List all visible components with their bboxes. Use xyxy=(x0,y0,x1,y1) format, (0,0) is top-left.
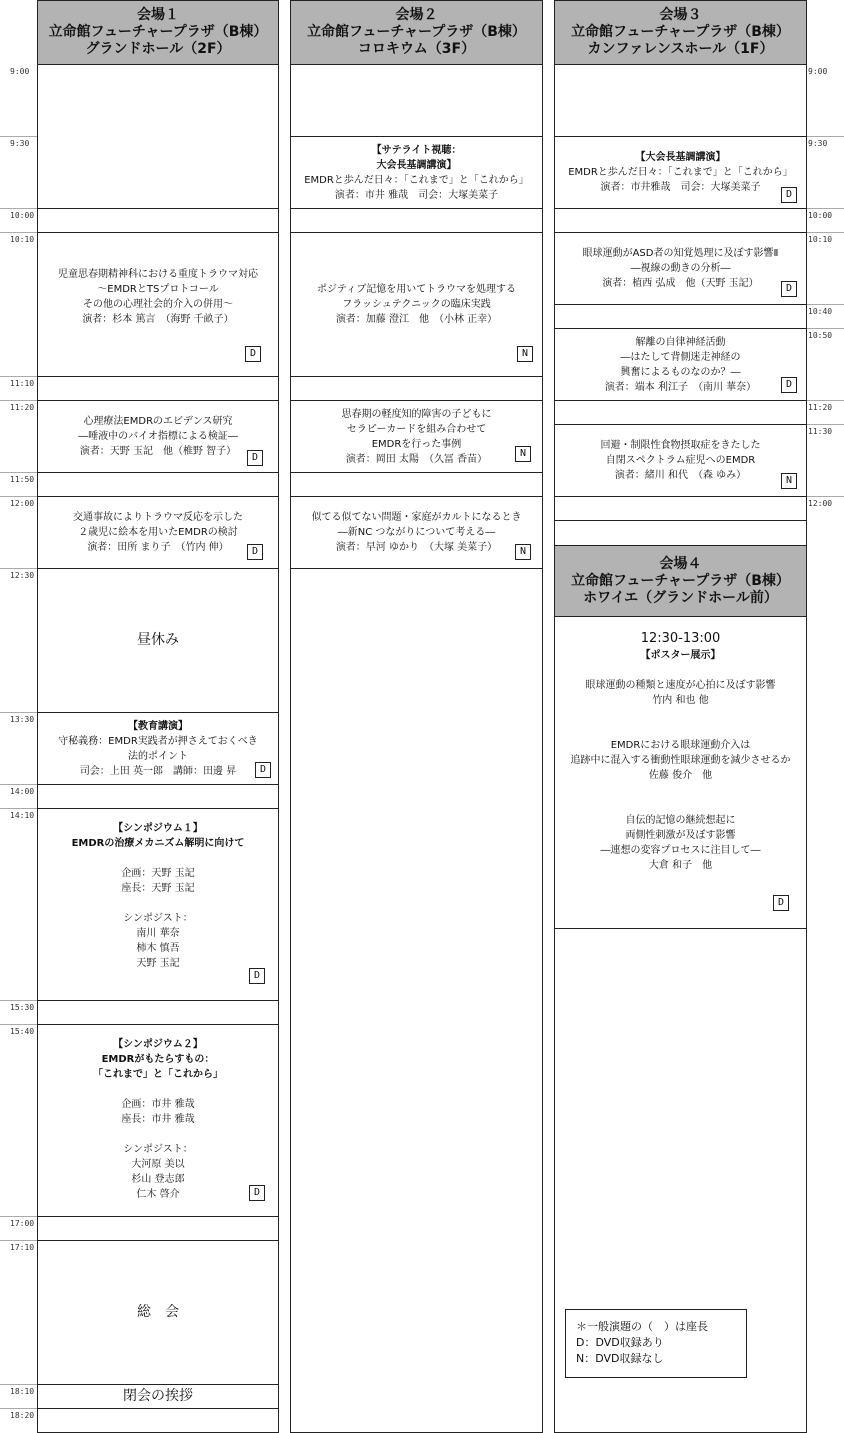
session-title: その他の心理社会的介入の併用～ xyxy=(83,298,233,310)
hall2-name: 会場２ xyxy=(395,7,438,23)
symposist: 柿木 慎吾 xyxy=(136,943,180,954)
hall1-session-evidence xyxy=(37,401,279,472)
time-label: 12:30 xyxy=(10,571,35,580)
hall2-room: コロキウム（3F） xyxy=(357,41,476,57)
dvd-badge: D xyxy=(781,281,797,297)
dvd-badge: D xyxy=(247,544,263,560)
dvd-badge: D xyxy=(249,1185,265,1201)
session-title: 似てる似てない問題・家庭がカルトになるとき xyxy=(311,512,522,523)
no-dvd-badge: N xyxy=(515,446,531,462)
time-label: 11:30 xyxy=(808,427,833,436)
symposium-chair: 座長：天野 玉記 xyxy=(121,883,195,894)
session-title: ―新NC つながりについて考える― xyxy=(337,527,496,538)
poster-title: ―連想の変容プロセスに注目して― xyxy=(600,845,761,856)
hall2-session-cult xyxy=(290,497,543,568)
general-meeting-label: 総 会 xyxy=(137,1304,179,1320)
session-title: EMDRを行った事例 xyxy=(371,438,462,450)
time-label: 10:00 xyxy=(10,211,35,220)
session-presenter: 演者：市井 雅哉 司会：大塚美菜子 xyxy=(334,189,499,201)
hall2-session-flash xyxy=(290,233,543,376)
hall1-general-meeting xyxy=(37,1241,279,1384)
time-label: 13:30 xyxy=(10,715,35,724)
symposium-title: EMDRがもたらすもの： xyxy=(101,1054,215,1065)
session-presenter: 演者：緒川 和代 （森 ゆみ） xyxy=(614,470,747,481)
session-presenter: 司会：上田 英一郎 講師：田邊 昇 xyxy=(79,765,237,777)
symposium-label: 【シンポジウム１】 xyxy=(113,823,203,834)
session-title: ２歳児に絵本を用いたEMDRの検討 xyxy=(78,527,238,538)
legend-box xyxy=(565,1309,747,1378)
hall3-session-arfid xyxy=(554,425,807,496)
session-presenter: 演者：市井雅哉 司会：大塚美菜子 xyxy=(600,182,761,193)
poster-title: 両側性刺激が及ぼす影響 xyxy=(625,830,736,841)
hall3-session-keynote xyxy=(554,137,807,208)
symposium-title: 「これまで」と「これから」 xyxy=(93,1069,223,1080)
time-label: 9:30 xyxy=(10,139,30,148)
symposium-panel-label: シンポジスト： xyxy=(123,913,193,924)
symposium-planner: 企画：天野 玉記 xyxy=(121,868,195,879)
no-dvd-badge: N xyxy=(781,473,797,489)
time-label: 9:00 xyxy=(10,67,30,76)
session-presenter: 演者：早河 ゆかり （大塚 美菜子） xyxy=(335,542,498,553)
legend-dvd-no: N：DVD収録なし xyxy=(576,1352,664,1365)
hall3-header xyxy=(554,0,807,65)
time-label: 12:00 xyxy=(10,499,35,508)
time-label: 14:00 xyxy=(10,787,35,796)
time-label: 11:20 xyxy=(808,403,833,412)
poster-category: 【ポスター展示】 xyxy=(640,650,721,661)
time-label: 18:10 xyxy=(10,1387,35,1396)
poster-title: 眼球運動の種類と速度が心拍に及ぼす影響 xyxy=(585,680,776,691)
session-title: ―唾液中のバイオ指標による検証― xyxy=(78,431,238,442)
poster-title: EMDRにおける眼球運動介入は xyxy=(610,740,751,751)
closing-label: 閉会の挨拶 xyxy=(123,1388,193,1404)
hall1-symposium-2 xyxy=(37,1025,279,1216)
hall3-session-asd xyxy=(554,233,807,304)
session-title: 眼球運動がASD者の知覚処理に及ぼす影響Ⅱ xyxy=(582,248,779,259)
session-presenter: 演者：杉本 篤言 （海野 千畝子） xyxy=(82,313,234,325)
time-label: 15:30 xyxy=(10,1003,35,1012)
session-presenter: 演者：天野 玉記 他（椎野 智子） xyxy=(79,446,237,457)
time-label: 10:40 xyxy=(808,307,833,316)
session-title: EMDRと歩んだ日々：「これまで」と「これから」 xyxy=(568,167,793,178)
hall1-header xyxy=(37,0,279,65)
hall2-column xyxy=(290,0,543,1433)
session-category: 大会長基調講演】 xyxy=(376,159,457,171)
hall2-session-therapy-card xyxy=(290,401,543,472)
session-title: ～EMDRとTSプロトコール xyxy=(97,283,219,295)
time-label: 11:10 xyxy=(10,379,35,388)
session-title: ポジティブ記憶を用いてトラウマを処理する xyxy=(317,284,516,295)
hall4-name: 会場４ xyxy=(659,555,702,572)
session-title: 交通事故によりトラウマ反応を示した xyxy=(73,512,243,523)
time-label: 12:00 xyxy=(808,499,833,508)
symposium-panel-label: シンポジスト： xyxy=(123,1144,193,1155)
time-label: 15:40 xyxy=(10,1027,35,1036)
dvd-badge: D xyxy=(247,450,263,466)
hall4-poster-session xyxy=(554,618,807,928)
session-category: 【サテライト視聴： xyxy=(371,144,462,156)
time-label: 11:20 xyxy=(10,403,35,412)
session-title: セラピーカードを組み合わせて xyxy=(346,423,487,435)
session-category: 【大会長基調講演】 xyxy=(635,152,726,163)
dvd-badge: D xyxy=(781,377,797,393)
time-label: 10:10 xyxy=(808,235,833,244)
hall4-header xyxy=(554,545,807,617)
symposist: 杉山 登志郎 xyxy=(131,1174,185,1185)
poster-title: 追跡中に混入する衝動性眼球運動を減少させるか xyxy=(570,755,791,766)
session-title: 解離の自律神経活動 xyxy=(635,336,726,348)
session-presenter: 演者：植西 弘成 他（天野 玉記） xyxy=(602,278,759,289)
session-title: EMDRと歩んだ日々：「これまで」と「これから」 xyxy=(304,174,529,186)
time-label: 17:00 xyxy=(10,1219,35,1228)
hall1-lunch-break xyxy=(37,569,279,712)
hall2-building: 立命館フューチャープラザ（B棟） xyxy=(307,24,526,40)
dvd-badge: D xyxy=(245,346,261,362)
session-presenter: 演者：岡田 太陽 （久冨 香苗） xyxy=(345,453,488,465)
hall1-closing xyxy=(37,1385,279,1408)
legend-dvd-yes: D：DVD収録あり xyxy=(576,1336,664,1349)
session-title: 法的ポイント xyxy=(128,750,188,762)
hall2-header xyxy=(290,0,543,65)
symposium-label: 【シンポジウム２】 xyxy=(113,1039,203,1050)
time-label: 10:10 xyxy=(10,235,35,244)
hall1-session-education xyxy=(37,713,279,784)
session-title: 児童思春期精神科における重度トラウマ対応 xyxy=(58,268,258,280)
session-title: 心理療法EMDRのエビデンス研究 xyxy=(83,416,233,427)
symposist: 大河原 美以 xyxy=(131,1159,185,1170)
dvd-badge: D xyxy=(781,187,797,203)
symposium-planner: 企画：市井 雅哉 xyxy=(121,1099,195,1110)
no-dvd-badge: N xyxy=(515,544,531,560)
session-title: 思春期の軽度知的障害の子どもに xyxy=(341,408,492,420)
session-title: 回避・制限性食物摂取症をきたした xyxy=(600,440,761,451)
time-label: 11:50 xyxy=(10,475,35,484)
time-label: 17:10 xyxy=(10,1243,35,1252)
session-presenter: 演者：田所 まり子 （竹内 伸） xyxy=(87,542,229,553)
poster-time: 12:30-13:00 xyxy=(640,631,721,646)
hall3-building: 立命館フューチャープラザ（B棟） xyxy=(571,24,790,40)
time-label: 14:10 xyxy=(10,811,35,820)
no-dvd-badge: N xyxy=(517,346,533,362)
hall1-room: グランドホール（2F） xyxy=(85,41,231,57)
poster-author: 大倉 和子 他 xyxy=(648,860,713,871)
time-label: 10:00 xyxy=(808,211,833,220)
hall4-building: 立命館フューチャープラザ（B棟） xyxy=(571,572,790,589)
hall3-name: 会場３ xyxy=(659,7,702,23)
symposist: 仁木 啓介 xyxy=(136,1189,180,1200)
hall4-room: ホワイエ（グランドホール前） xyxy=(583,589,778,606)
lunch-label: 昼休み xyxy=(137,632,179,648)
hall2-session-keynote-satellite xyxy=(290,137,543,208)
session-presenter: 演者：端本 利江子 （南川 華奈） xyxy=(604,381,757,393)
hall1-building: 立命館フューチャープラザ（B棟） xyxy=(48,24,268,40)
dvd-badge: D xyxy=(255,762,271,778)
time-label: 9:30 xyxy=(808,139,828,148)
symposist: 南川 華奈 xyxy=(136,928,180,939)
hall1-name: 会場１ xyxy=(137,7,179,23)
hall1-symposium-1 xyxy=(37,809,279,1000)
dvd-badge: D xyxy=(249,968,265,984)
poster-author: 佐藤 俊介 他 xyxy=(648,770,713,781)
session-title: 自閉スペクトラム症児へのEMDR xyxy=(605,455,756,466)
session-presenter: 演者：加藤 澄江 他 （小林 正幸） xyxy=(335,314,498,325)
time-label: 9:00 xyxy=(808,67,828,76)
legend-chair-note: ＊一般演題の（ ）は座長 xyxy=(576,1320,708,1333)
hall3-session-dissociation xyxy=(554,329,807,400)
time-label: 10:50 xyxy=(808,331,833,340)
hall3-room: カンファレンスホール（1F） xyxy=(587,41,774,57)
poster-title: 自伝的記憶の継続想起に xyxy=(625,815,736,826)
session-title: ―はたして背側迷走神経の xyxy=(620,351,741,363)
poster-author: 竹内 和也 他 xyxy=(652,695,709,706)
dvd-badge: D xyxy=(773,895,789,911)
session-title: 興奮によるものなのか？― xyxy=(620,366,741,378)
session-title: フラッシュテクニックの臨床実践 xyxy=(342,299,491,310)
symposium-title: EMDRの治療メカニズム解明に向けて xyxy=(71,838,245,849)
session-title: 守秘義務：EMDR実践者が押さえておくべき xyxy=(58,735,258,747)
symposium-chair: 座長：市井 雅哉 xyxy=(121,1114,195,1125)
time-label: 18:20 xyxy=(10,1411,35,1420)
hall1-session-accident xyxy=(37,497,279,568)
session-title: ―視線の動きの分析― xyxy=(630,263,731,274)
symposist: 天野 玉記 xyxy=(136,958,180,969)
hall1-session-trauma xyxy=(37,233,279,376)
session-category: 【教育講演】 xyxy=(128,720,188,732)
